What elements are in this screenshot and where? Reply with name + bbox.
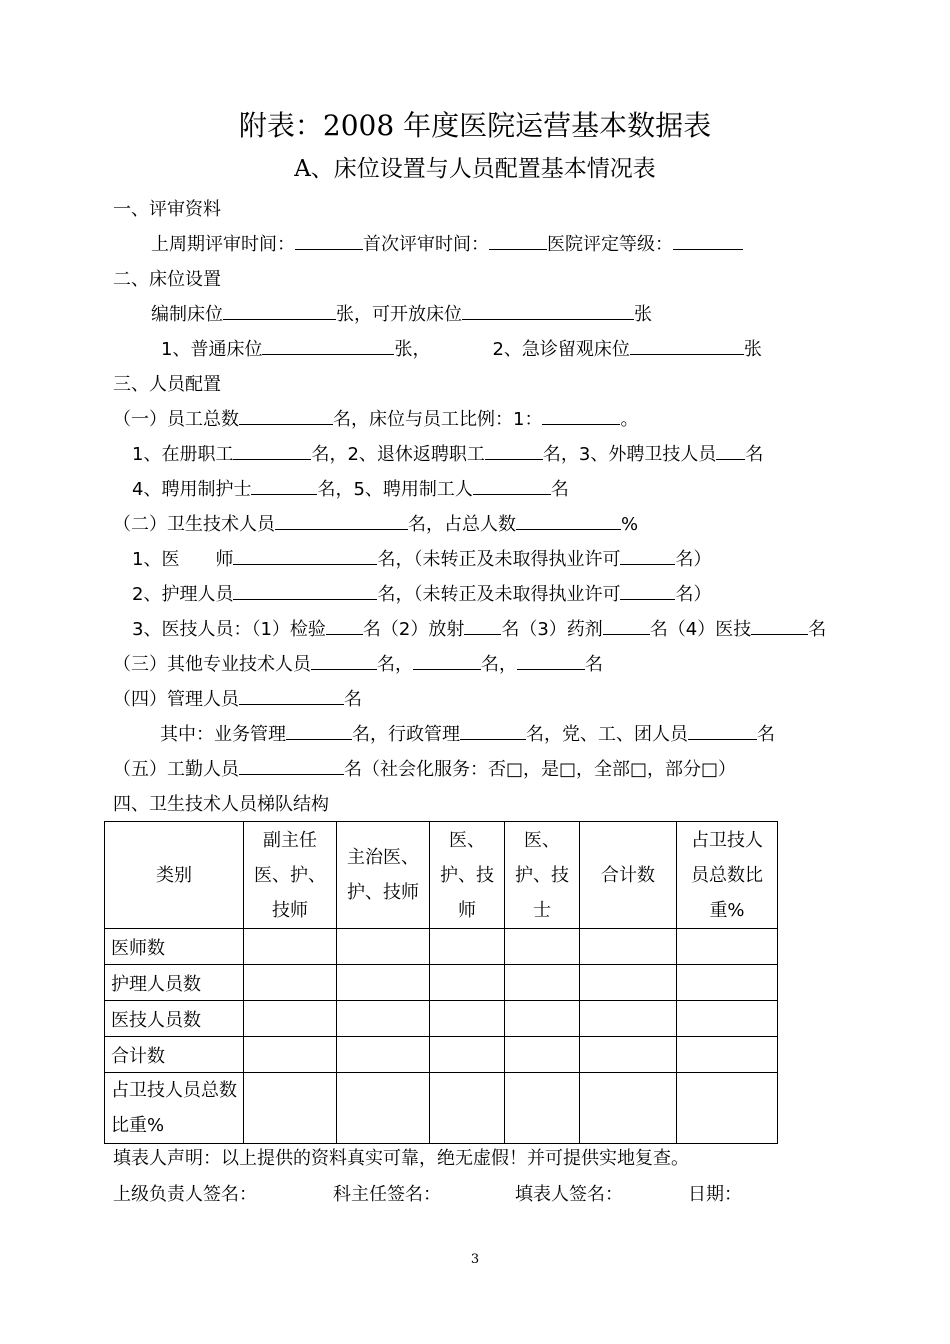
- table-cell[interactable]: [337, 1037, 430, 1073]
- declaration: 填表人声明：以上提供的资料真实可靠，绝无虚假！并可提供实地复查。: [113, 1148, 689, 1169]
- physicians-unlicensed-field[interactable]: [620, 544, 675, 565]
- unit-ming-comma: 名，: [377, 654, 413, 675]
- section-heading-beds: 二、床位设置: [113, 269, 221, 290]
- outsourcing-options: 名（社会化服务：否□，是□，全部□，部分□）: [344, 759, 737, 780]
- col-header-total: 合计数: [580, 822, 677, 929]
- beds-line-1: [151, 299, 652, 328]
- management-line: [113, 684, 362, 713]
- unit-ming: 名: [757, 724, 775, 745]
- physicians-line: [132, 544, 711, 573]
- table-cell[interactable]: [580, 929, 677, 965]
- sig-department-head-label: 科主任签名：: [333, 1184, 441, 1205]
- nurses-unlicensed-label: 名，（未转正及未取得执业许可: [377, 584, 621, 605]
- pharmacy-label: 名（3）药剂: [501, 619, 603, 640]
- table-cell[interactable]: [244, 929, 337, 965]
- sig-supervisor-label: 上级负责人签名：: [113, 1184, 257, 1205]
- first-review-time-field[interactable]: [489, 229, 547, 250]
- logistics-line: [113, 754, 736, 783]
- section-heading-ladder: 四、卫生技术人员梯队结构: [113, 794, 329, 815]
- row-label-total: 合计数: [105, 1037, 244, 1073]
- row-label-medtech: 医技人员数: [105, 1001, 244, 1037]
- section-heading-review: 一、评审资料: [113, 199, 221, 220]
- other-medtech-label: 名（4）医技: [649, 619, 752, 640]
- percent-sign: %: [621, 514, 639, 535]
- external-tech-field[interactable]: [716, 439, 745, 460]
- period: 。: [620, 409, 639, 430]
- business-mgmt-label: 其中：业务管理: [160, 724, 286, 745]
- staff-ladder-table: [104, 821, 778, 1144]
- other-professionals-label: （三）其他专业技术人员: [113, 654, 311, 675]
- page-title: 附表：2008 年度医院运营基本数据表: [238, 109, 712, 142]
- share-of-total-label: 名，占总人数: [408, 514, 516, 535]
- health-tech-label: （二）卫生技术人员: [113, 514, 275, 535]
- medtech-line: [132, 614, 826, 643]
- page-number: 3: [470, 1252, 480, 1267]
- unit-ming: 名: [745, 444, 764, 465]
- nurses-line: [132, 579, 711, 608]
- section-heading-staffing: 三、人员配置: [113, 374, 221, 395]
- staff-total-line: [113, 404, 638, 433]
- unit-ming: 名: [585, 654, 603, 675]
- management-label: （四）管理人员: [113, 689, 239, 710]
- sig-filler-label: 填表人签名：: [515, 1184, 623, 1205]
- hospital-grade-field[interactable]: [673, 229, 743, 250]
- table-cell[interactable]: [244, 1073, 337, 1144]
- bed-staff-ratio-label: 名，床位与员工比例：1：: [333, 409, 543, 430]
- other-professionals-field-1[interactable]: [311, 649, 377, 670]
- registered-staff-label: 1、在册职工: [132, 444, 234, 465]
- unit-close: 名）: [675, 549, 712, 570]
- staff-total-label: （一）员工总数: [113, 409, 239, 430]
- page-subtitle: A、床位设置与人员配置基本情况表: [294, 156, 656, 182]
- table-cell[interactable]: [677, 929, 778, 965]
- external-tech-label: 名，3、外聘卫技人员: [542, 444, 717, 465]
- other-medtech-field[interactable]: [751, 614, 808, 635]
- table-row: [105, 1001, 778, 1037]
- business-mgmt-field[interactable]: [286, 719, 352, 740]
- table-header-row: [105, 822, 778, 929]
- col-header-practitioner: 医、护、技师: [430, 822, 505, 929]
- planned-beds-field[interactable]: [223, 299, 336, 320]
- health-tech-line: [113, 509, 638, 538]
- table-cell[interactable]: [580, 1037, 677, 1073]
- table-row: [105, 1037, 778, 1073]
- table-cell[interactable]: [677, 1037, 778, 1073]
- other-professionals-line: [113, 649, 603, 678]
- contract-workers-field[interactable]: [473, 474, 551, 495]
- col-header-technician: 医、护、技士: [505, 822, 580, 929]
- row-label-physicians: 医师数: [105, 929, 244, 965]
- physicians-field[interactable]: [233, 544, 377, 565]
- table-cell[interactable]: [430, 1001, 505, 1037]
- row-label-share: 占卫技人员总数比重%: [105, 1073, 244, 1144]
- table-cell[interactable]: [505, 1001, 580, 1037]
- table-cell[interactable]: [505, 1037, 580, 1073]
- management-breakdown-line: [160, 719, 775, 748]
- table-cell[interactable]: [337, 1073, 430, 1144]
- share-of-total-field[interactable]: [516, 509, 621, 530]
- table-cell[interactable]: [505, 1073, 580, 1144]
- table-cell[interactable]: [677, 1001, 778, 1037]
- logistics-field[interactable]: [239, 754, 344, 775]
- party-union-label: 名，党、工、团人员: [526, 724, 688, 745]
- admin-mgmt-label: 名，行政管理: [352, 724, 460, 745]
- table-cell[interactable]: [580, 1073, 677, 1144]
- unit-ming: 名: [550, 479, 569, 500]
- nurses-field[interactable]: [233, 579, 377, 600]
- management-field[interactable]: [239, 684, 344, 705]
- other-professionals-field-3[interactable]: [517, 649, 585, 670]
- contract-workers-label: 名，5、聘用制工人: [317, 479, 473, 500]
- radiology-field[interactable]: [464, 614, 501, 635]
- er-beds-field[interactable]: [630, 334, 744, 355]
- nurses-label: 2、护理人员: [132, 584, 234, 605]
- review-info-line: [151, 229, 743, 258]
- er-beds-unit: 张: [743, 339, 762, 360]
- bed-staff-ratio-field[interactable]: [542, 404, 620, 425]
- beds-unit: 张: [634, 304, 652, 325]
- table-cell[interactable]: [677, 1073, 778, 1144]
- radiology-label: 名（2）放射: [362, 619, 465, 640]
- other-professionals-field-2[interactable]: [413, 649, 481, 670]
- registered-staff-field[interactable]: [233, 439, 311, 460]
- last-review-time-field[interactable]: [295, 229, 363, 250]
- table-cell[interactable]: [244, 1037, 337, 1073]
- admin-mgmt-field[interactable]: [460, 719, 526, 740]
- rehired-retirees-label: 名，2、退休返聘职工: [311, 444, 485, 465]
- unit-ming: 名: [344, 689, 362, 710]
- table-row: [105, 929, 778, 965]
- contract-nurses-field[interactable]: [251, 474, 317, 495]
- table-cell[interactable]: [337, 929, 430, 965]
- table-cell[interactable]: [244, 1001, 337, 1037]
- lab-label: 3、医技人员：（1）检验: [132, 619, 326, 640]
- staff-breakdown-line-1: [132, 439, 763, 468]
- staff-breakdown-line-2: [132, 474, 569, 503]
- lab-field[interactable]: [326, 614, 363, 635]
- physicians-label: 1、医 师: [132, 549, 234, 570]
- open-beds-label: 张，可开放床位: [336, 304, 462, 325]
- table-cell[interactable]: [677, 965, 778, 1001]
- unit-close: 名）: [675, 584, 712, 605]
- first-review-time-label: 首次评审时间：: [363, 234, 489, 255]
- col-header-share: 占卫技人员总数比重%: [677, 822, 778, 929]
- general-beds-unit: 张，: [394, 339, 431, 360]
- table-cell[interactable]: [337, 965, 430, 1001]
- logistics-label: （五）工勤人员: [113, 759, 239, 780]
- planned-beds-label: 编制床位: [151, 304, 223, 325]
- col-header-attending: 主治医、护、技师: [337, 822, 430, 929]
- table-cell[interactable]: [244, 965, 337, 1001]
- table-cell[interactable]: [430, 965, 505, 1001]
- unit-ming-comma: 名，: [481, 654, 517, 675]
- pharmacy-field[interactable]: [603, 614, 650, 635]
- table-cell[interactable]: [430, 1073, 505, 1144]
- general-beds-field[interactable]: [262, 334, 394, 355]
- beds-line-2: [161, 334, 762, 363]
- table-cell[interactable]: [505, 929, 580, 965]
- nurses-unlicensed-field[interactable]: [620, 579, 675, 600]
- table-cell[interactable]: [430, 1037, 505, 1073]
- party-union-field[interactable]: [688, 719, 757, 740]
- unit-ming: 名: [808, 619, 827, 640]
- table-cell[interactable]: [430, 929, 505, 965]
- table-row: [105, 965, 778, 1001]
- table-cell[interactable]: [580, 1001, 677, 1037]
- hospital-grade-label: 医院评定等级：: [547, 234, 673, 255]
- row-label-nurses: 护理人员数: [105, 965, 244, 1001]
- table-cell[interactable]: [580, 965, 677, 1001]
- table-cell[interactable]: [337, 1001, 430, 1037]
- general-beds-label: 1、普通床位: [161, 339, 263, 360]
- health-tech-field[interactable]: [275, 509, 408, 530]
- open-beds-field[interactable]: [462, 299, 634, 320]
- physicians-unlicensed-label: 名，（未转正及未取得执业许可: [377, 549, 621, 570]
- rehired-retirees-field[interactable]: [485, 439, 543, 460]
- col-header-deputy-chief: 副主任医、护、技师: [244, 822, 337, 929]
- col-header-category: 类别: [105, 822, 244, 929]
- contract-nurses-label: 4、聘用制护士: [132, 479, 252, 500]
- last-review-time-label: 上周期评审时间：: [151, 234, 295, 255]
- staff-total-field[interactable]: [239, 404, 333, 425]
- table-row: [105, 1073, 778, 1144]
- sig-date-label: 日期：: [688, 1184, 742, 1205]
- er-beds-label: 2、急诊留观床位: [492, 339, 630, 360]
- table-cell[interactable]: [505, 965, 580, 1001]
